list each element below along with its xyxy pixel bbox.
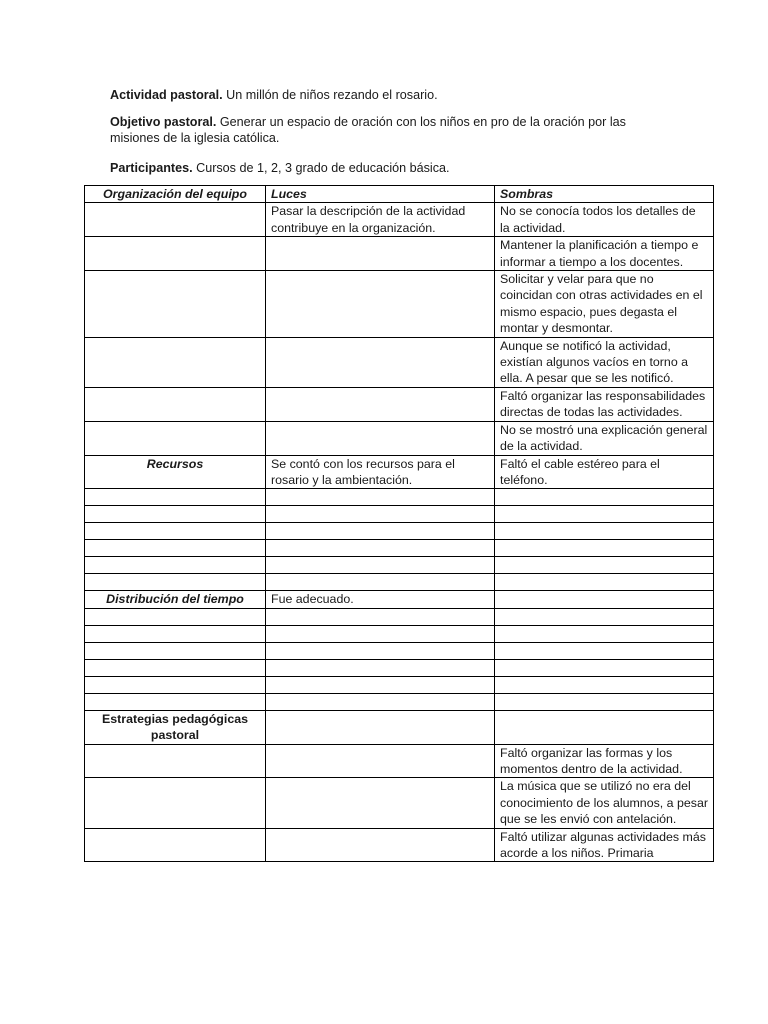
table-cell	[85, 337, 266, 387]
table-row	[85, 828, 714, 862]
table-cell	[266, 271, 495, 338]
actividad-pastoral-label: Actividad pastoral.	[110, 88, 223, 102]
table-cell	[85, 744, 266, 778]
table-cell	[266, 421, 495, 455]
actividad-pastoral-text: Un millón de niños rezando el rosario.	[222, 88, 438, 102]
evaluation-table	[84, 185, 714, 862]
participantes-label: Participantes.	[110, 161, 193, 175]
table-row	[85, 659, 714, 676]
table-row	[85, 271, 714, 338]
table-cell	[495, 540, 714, 557]
table-cell	[85, 828, 266, 862]
table-cell	[85, 489, 266, 506]
section-label-tiempo: Distribución del tiempo	[85, 591, 266, 608]
table-cell: No se mostró una explicación general de la actividad.	[495, 421, 714, 455]
table-cell	[85, 659, 266, 676]
table-cell	[266, 608, 495, 625]
table-row	[85, 591, 714, 608]
table-row	[85, 489, 714, 506]
table-cell	[266, 574, 495, 591]
table-cell	[85, 237, 266, 271]
table-cell: La música que se utilizó no era del conocimiento de los alumnos, a pesar que se les envió con antelación.	[495, 778, 714, 828]
table-cell: Pasar la descripción de la actividad contribuye en la organización.	[266, 203, 495, 237]
table-cell: Aunque se notificó la actividad, existían algunos vacíos en torno a ella. A pesar que se les notificó.	[495, 337, 714, 387]
table-cell	[495, 506, 714, 523]
table-cell	[85, 506, 266, 523]
table-row	[85, 421, 714, 455]
table-cell	[495, 574, 714, 591]
table-cell	[495, 608, 714, 625]
table-row	[85, 506, 714, 523]
table-cell	[266, 828, 495, 862]
table-row	[85, 710, 714, 744]
table-cell	[85, 625, 266, 642]
actividad-pastoral-line	[110, 87, 670, 103]
table-cell	[495, 659, 714, 676]
participantes-text: Cursos de 1, 2, 3 grado de educación básica.	[192, 161, 450, 175]
table-cell	[266, 693, 495, 710]
table-cell: Solicitar y velar para que no coincidan con otras actividades en el mismo espacio, pues degasta el montar y desmontar.	[495, 271, 714, 338]
table-cell	[266, 659, 495, 676]
table-cell	[266, 489, 495, 506]
table-cell	[266, 710, 495, 744]
table-cell	[495, 710, 714, 744]
table-cell	[85, 608, 266, 625]
table-row	[85, 625, 714, 642]
table-cell	[85, 642, 266, 659]
table-cell	[495, 676, 714, 693]
table-cell	[85, 203, 266, 237]
table-cell	[266, 387, 495, 421]
section-label-estrategias: Estrategias pedagógicas pastoral	[85, 710, 266, 744]
table-row	[85, 455, 714, 489]
table-cell	[85, 778, 266, 828]
table-cell	[266, 337, 495, 387]
table-cell	[495, 523, 714, 540]
table-row	[85, 203, 714, 237]
table-cell: Faltó el cable estéreo para el teléfono.	[495, 455, 714, 489]
objetivo-pastoral-text: Generar un espacio de oración con los niños en pro de la oración por las misiones de la iglesia católica.	[110, 115, 626, 145]
table-row	[85, 693, 714, 710]
table-cell	[85, 387, 266, 421]
column-header-sombras: Sombras	[495, 186, 714, 203]
table-cell	[85, 271, 266, 338]
table-cell	[495, 591, 714, 608]
table-cell	[266, 506, 495, 523]
table-cell	[85, 574, 266, 591]
objetivo-pastoral-label: Objetivo pastoral.	[110, 115, 217, 129]
table-row	[85, 337, 714, 387]
table-cell	[85, 540, 266, 557]
table-cell	[85, 693, 266, 710]
participantes-line	[110, 160, 670, 176]
table-cell: No se conocía todos los detalles de la actividad.	[495, 203, 714, 237]
table-cell	[85, 523, 266, 540]
column-header-luces: Luces	[266, 186, 495, 203]
table-cell	[495, 489, 714, 506]
objetivo-pastoral-paragraph	[110, 114, 670, 146]
table-cell: Fue adecuado.	[266, 591, 495, 608]
table-cell	[266, 237, 495, 271]
table-cell: Mantener la planificación a tiempo e informar a tiempo a los docentes.	[495, 237, 714, 271]
table-cell	[495, 557, 714, 574]
table-cell	[266, 778, 495, 828]
table-cell	[266, 625, 495, 642]
table-row	[85, 523, 714, 540]
table-row	[85, 574, 714, 591]
section-label-recursos: Recursos	[85, 455, 266, 489]
table-row	[85, 540, 714, 557]
table-header-row	[85, 186, 714, 203]
table-row	[85, 387, 714, 421]
table-row	[85, 608, 714, 625]
table-cell	[266, 540, 495, 557]
table-row	[85, 778, 714, 828]
table-row	[85, 676, 714, 693]
table-cell	[266, 557, 495, 574]
table-cell	[85, 421, 266, 455]
table-cell: Faltó organizar las responsabilidades directas de todas las actividades.	[495, 387, 714, 421]
table-cell	[495, 693, 714, 710]
table-row	[85, 642, 714, 659]
table-cell	[266, 676, 495, 693]
table-cell	[495, 642, 714, 659]
table-cell	[266, 642, 495, 659]
table-row	[85, 237, 714, 271]
table-cell	[85, 557, 266, 574]
table-row	[85, 557, 714, 574]
table-cell	[85, 676, 266, 693]
table-cell: Se contó con los recursos para el rosario y la ambientación.	[266, 455, 495, 489]
table-cell: Faltó utilizar algunas actividades más acorde a los niños. Primaria	[495, 828, 714, 862]
table-cell	[266, 523, 495, 540]
table-cell	[495, 625, 714, 642]
table-cell: Faltó organizar las formas y los momentos dentro de la actividad.	[495, 744, 714, 778]
table-cell	[266, 744, 495, 778]
table-row	[85, 744, 714, 778]
column-header-organizacion: Organización del equipo	[85, 186, 266, 203]
